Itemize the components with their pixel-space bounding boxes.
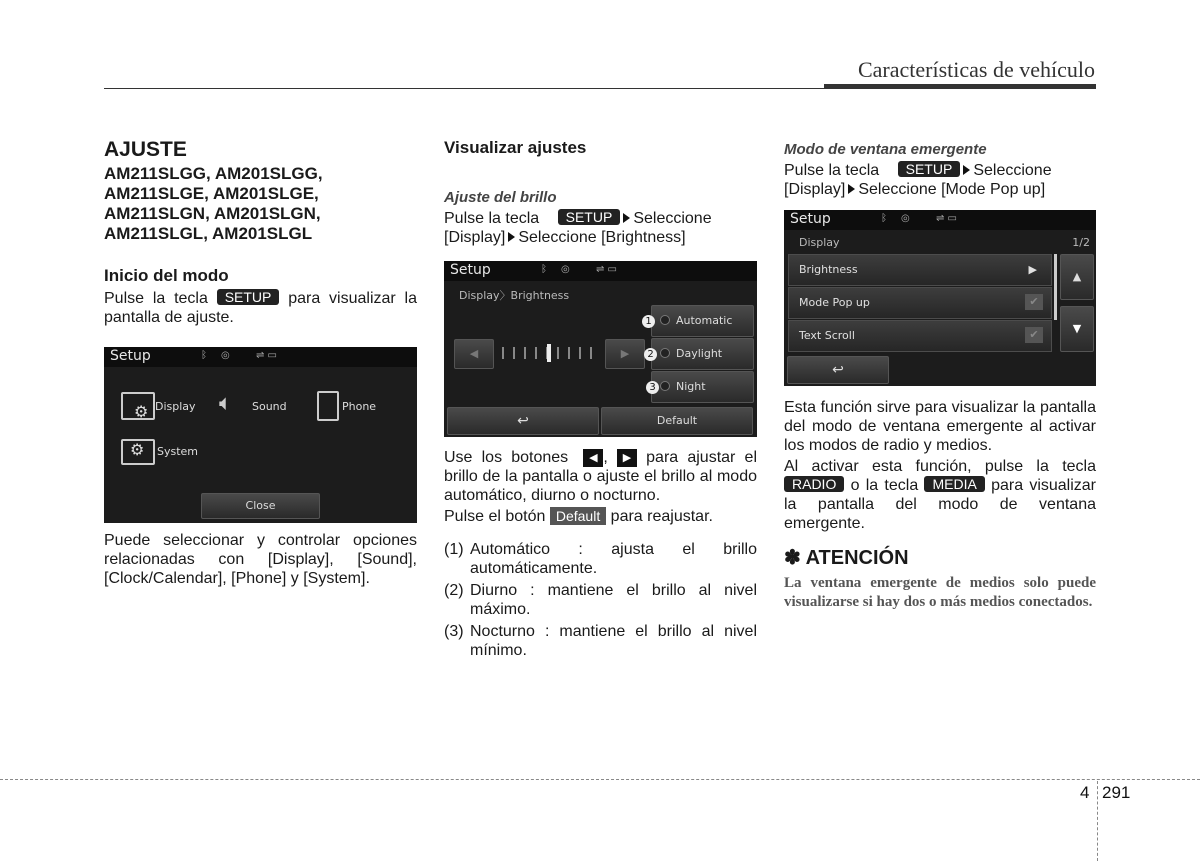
- list-item: [444, 581, 757, 619]
- radio-icon: [660, 315, 670, 325]
- item-text: Diurno : mantiene el brillo al nivel máximo.: [470, 582, 757, 618]
- system-label[interactable]: System: [157, 445, 199, 458]
- paragraph: Puede seleccionar y controlar opciones relacionadas con [Display], [Sound], [Clock/Calendar], [Phone] y [System].: [104, 532, 417, 587]
- scrollbar[interactable]: [1054, 254, 1057, 320]
- paragraph: Esta función sirve para visualizar la pantalla del modo de ventana emergente al activar los modos de radio y medios.: [784, 399, 1096, 454]
- text: para ajustar el brillo de la pantalla o ajuste el brillo al modo automático, diurno o nocturno.: [444, 449, 757, 504]
- checkbox-icon[interactable]: ✔: [1025, 327, 1043, 343]
- list: [444, 540, 757, 660]
- subheading: Ajuste del brillo: [444, 189, 557, 206]
- footer-rule: [0, 779, 1200, 780]
- back-button[interactable]: ↩: [447, 407, 599, 435]
- list-item: [444, 622, 757, 660]
- radio-icon: [660, 348, 670, 358]
- row-label: Brightness: [799, 263, 858, 276]
- item-text: Automático : ajusta el brillo automáticamente.: [470, 541, 757, 577]
- status-bar: [784, 210, 1096, 230]
- usb-icon: ⇌ ▭: [596, 264, 618, 275]
- column-2: [444, 138, 757, 247]
- screen-title: Setup: [110, 348, 151, 364]
- text: Pulse la tecla: [784, 162, 880, 179]
- text: o la tecla: [850, 477, 919, 494]
- arrow-right-icon: [848, 184, 855, 194]
- bluetooth-icon: ᛒ: [541, 264, 547, 275]
- item-number: (3): [444, 623, 464, 640]
- column-3: [784, 138, 1096, 199]
- list-item-mode-pop-up[interactable]: [788, 287, 1052, 319]
- model-line: AM211SLGG, AM201SLGG,: [104, 164, 323, 183]
- decrease-button[interactable]: ◀: [454, 339, 494, 369]
- screen-title: Setup: [790, 211, 831, 227]
- attention-title: ✽ ATENCIÓN: [784, 547, 909, 569]
- model-list: [104, 164, 417, 244]
- radio-key: RADIO: [784, 476, 844, 492]
- text: Pulse el botón: [444, 508, 546, 525]
- speaker-icon[interactable]: 🔈︎: [219, 391, 233, 416]
- subheading: Inicio del modo: [104, 266, 229, 285]
- status-bar: [444, 261, 757, 281]
- text: Seleccione: [973, 162, 1052, 179]
- brightness-screen: [444, 261, 757, 437]
- model-line: AM211SLGL, AM201SLGL: [104, 224, 313, 243]
- left-arrow-button-icon: ◀: [583, 449, 603, 467]
- disc-icon: ◎: [901, 213, 910, 224]
- item-text: Nocturno : mantiene el brillo al nivel mínimo.: [470, 623, 757, 659]
- scroll-down-button[interactable]: ▼: [1060, 306, 1094, 352]
- text: para visualizar la pantalla de ajuste.: [104, 290, 417, 326]
- phone-label[interactable]: Phone: [342, 400, 377, 413]
- paragraph: [784, 161, 1096, 199]
- column-2-lower: [444, 448, 757, 660]
- bluetooth-icon: ᛒ: [201, 350, 207, 361]
- row-label: Mode Pop up: [799, 296, 870, 309]
- text: [Display]: [784, 181, 846, 198]
- chapter-number: 4: [1080, 783, 1090, 802]
- page-indicator: 1/2: [1072, 236, 1090, 249]
- paragraph: [444, 448, 757, 505]
- option-label: Automatic: [676, 314, 733, 327]
- default-button[interactable]: Default: [601, 407, 753, 435]
- setup-key: SETUP: [898, 161, 961, 177]
- screen-title: Setup: [450, 262, 491, 278]
- option-label: Daylight: [676, 347, 723, 360]
- arrow-right-icon: [963, 165, 970, 175]
- text: Seleccione [Mode Pop up]: [858, 181, 1046, 198]
- increase-button[interactable]: ▶: [605, 339, 645, 369]
- attention-text: La ventana emergente de medios solo puede visualizarse si hay dos o más medios conectados.: [784, 575, 1096, 610]
- play-arrow-icon: ▶: [1028, 263, 1037, 276]
- usb-icon: ⇌ ▭: [256, 350, 278, 361]
- usb-icon: ⇌ ▭: [936, 213, 958, 224]
- gear-icon: ⚙: [130, 440, 145, 459]
- text: Al activar esta función, pulse la tecla: [784, 458, 1096, 475]
- text: Seleccione [Brightness]: [518, 229, 686, 246]
- setup-key: SETUP: [217, 289, 280, 305]
- close-button[interactable]: Close: [201, 493, 320, 519]
- bluetooth-icon: ᛒ: [881, 213, 887, 224]
- column-3-lower: [784, 398, 1096, 612]
- text: [Display]: [444, 229, 506, 246]
- text: para visualizar la pantalla del modo de ventana emergente.: [784, 477, 1097, 532]
- right-arrow-button-icon: ▶: [617, 449, 637, 467]
- night-option[interactable]: [651, 371, 754, 403]
- arrow-right-icon: [508, 232, 515, 242]
- arrow-right-icon: [623, 213, 630, 223]
- paragraph: [444, 209, 757, 247]
- section-label: Display: [799, 236, 840, 249]
- paragraph: [784, 457, 1096, 533]
- back-button[interactable]: ↩: [787, 356, 889, 384]
- text: para reajustar.: [610, 508, 713, 525]
- breadcrumb: Display〉Brightness: [459, 289, 570, 302]
- header-title: Características de vehículo: [857, 57, 1095, 82]
- page-number: 291: [1102, 783, 1131, 802]
- text: Seleccione: [633, 210, 712, 227]
- text: Use los botones: [444, 449, 569, 466]
- text: Pulse la tecla: [444, 210, 540, 227]
- gear-icon: ⚙: [134, 402, 149, 421]
- phone-icon[interactable]: [317, 391, 339, 421]
- header-rule-accent: [824, 84, 1096, 89]
- radio-icon: [660, 381, 670, 391]
- media-key: MEDIA: [924, 476, 984, 492]
- item-number: (2): [444, 582, 464, 599]
- display-label[interactable]: Display: [155, 400, 196, 413]
- footer-divider: [1097, 781, 1098, 861]
- setup-screen: [104, 347, 417, 523]
- list-item-text-scroll[interactable]: [788, 320, 1052, 352]
- section-heading: AJUSTE: [104, 138, 187, 161]
- row-label: Text Scroll: [799, 329, 855, 342]
- daylight-option[interactable]: [651, 338, 754, 370]
- section-heading: Visualizar ajustes: [444, 138, 587, 157]
- display-screen: [784, 210, 1096, 386]
- paragraph: [104, 289, 417, 327]
- text: Pulse la tecla: [104, 290, 208, 307]
- model-line: AM211SLGE, AM201SLGE,: [104, 184, 319, 203]
- disc-icon: ◎: [561, 264, 570, 275]
- automatic-option[interactable]: [651, 305, 754, 337]
- list-item: [444, 540, 757, 578]
- paragraph: [444, 507, 757, 526]
- callout-3: 3: [646, 381, 659, 394]
- column-1: [104, 138, 417, 327]
- status-bar: [104, 347, 417, 367]
- setup-key: SETUP: [558, 209, 621, 225]
- item-number: (1): [444, 541, 464, 558]
- option-label: Night: [676, 380, 706, 393]
- scroll-up-button[interactable]: ▲: [1060, 254, 1094, 300]
- list-item-brightness[interactable]: [788, 254, 1052, 286]
- checkbox-icon[interactable]: ✔: [1025, 294, 1043, 310]
- callout-2: 2: [644, 348, 657, 361]
- callout-1: 1: [642, 315, 655, 328]
- model-line: AM211SLGN, AM201SLGN,: [104, 204, 321, 223]
- slider-handle[interactable]: [547, 344, 551, 362]
- subheading: Modo de ventana emergente: [784, 141, 987, 158]
- disc-icon: ◎: [221, 350, 230, 361]
- sound-label[interactable]: Sound: [252, 400, 287, 413]
- text: ,: [603, 449, 608, 466]
- default-key: Default: [550, 507, 606, 525]
